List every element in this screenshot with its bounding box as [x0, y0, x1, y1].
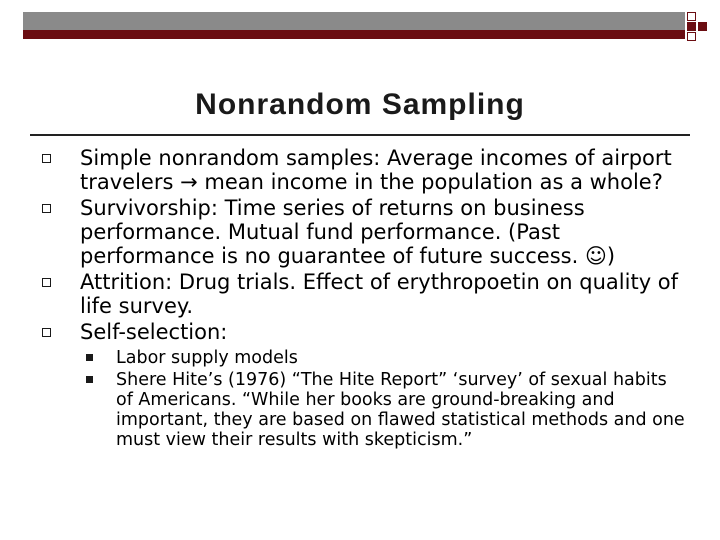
bullet-text	[80, 146, 672, 194]
filled-square-bullet-icon	[86, 354, 93, 361]
title-divider	[30, 134, 690, 136]
bullet-text-run: )	[606, 244, 616, 268]
top-banner-gray	[23, 12, 685, 30]
bullet-item	[38, 270, 688, 318]
hollow-square-bullet-icon	[42, 204, 51, 213]
corner-square-outline	[687, 12, 696, 21]
bullet-list	[38, 146, 688, 452]
sub-bullet-list	[80, 348, 688, 450]
bullet-text-run: Self-selection:	[80, 320, 228, 344]
bullet-item	[38, 146, 688, 194]
bullet-item	[38, 196, 688, 268]
bullet-text-run: Simple nonrandom samples: Average incomes of airport travelers	[80, 146, 672, 194]
bullet-item	[38, 320, 688, 450]
top-banner-red	[23, 30, 685, 39]
corner-square-outline	[687, 32, 696, 41]
right-arrow-icon: →	[180, 170, 198, 194]
sub-bullet-item	[80, 348, 688, 368]
sub-bullet-item	[80, 370, 688, 450]
smiley-icon: ☺	[584, 244, 607, 268]
bullet-text	[80, 270, 678, 318]
bullet-text-run: mean income in the population as a whole?	[197, 170, 663, 194]
corner-square-filled	[687, 22, 696, 31]
slide-title: Nonrandom Sampling	[195, 88, 525, 121]
sub-bullet-text: Labor supply models	[116, 348, 298, 368]
corner-square-filled	[698, 22, 707, 31]
bullet-text-run: Attrition: Drug trials. Effect of erythropoetin on quality of life survey.	[80, 270, 679, 318]
hollow-square-bullet-icon	[42, 154, 51, 163]
filled-square-bullet-icon	[86, 376, 93, 383]
sub-bullet-text: Shere Hite’s (1976) “The Hite Report” ‘survey’ of sexual habits of Americans. “While her books are ground-breaking and important, they are based on flawed statistical methods and one must view their results with skepticism.”	[116, 370, 685, 450]
hollow-square-bullet-icon	[42, 328, 51, 337]
bullet-text-run: Survivorship: Time series of returns on business performance. Mutual fund performance. (Past performance is no guarantee of future success.	[80, 196, 585, 268]
bullet-text	[80, 196, 615, 268]
bullet-text	[80, 320, 227, 344]
hollow-square-bullet-icon	[42, 278, 51, 287]
